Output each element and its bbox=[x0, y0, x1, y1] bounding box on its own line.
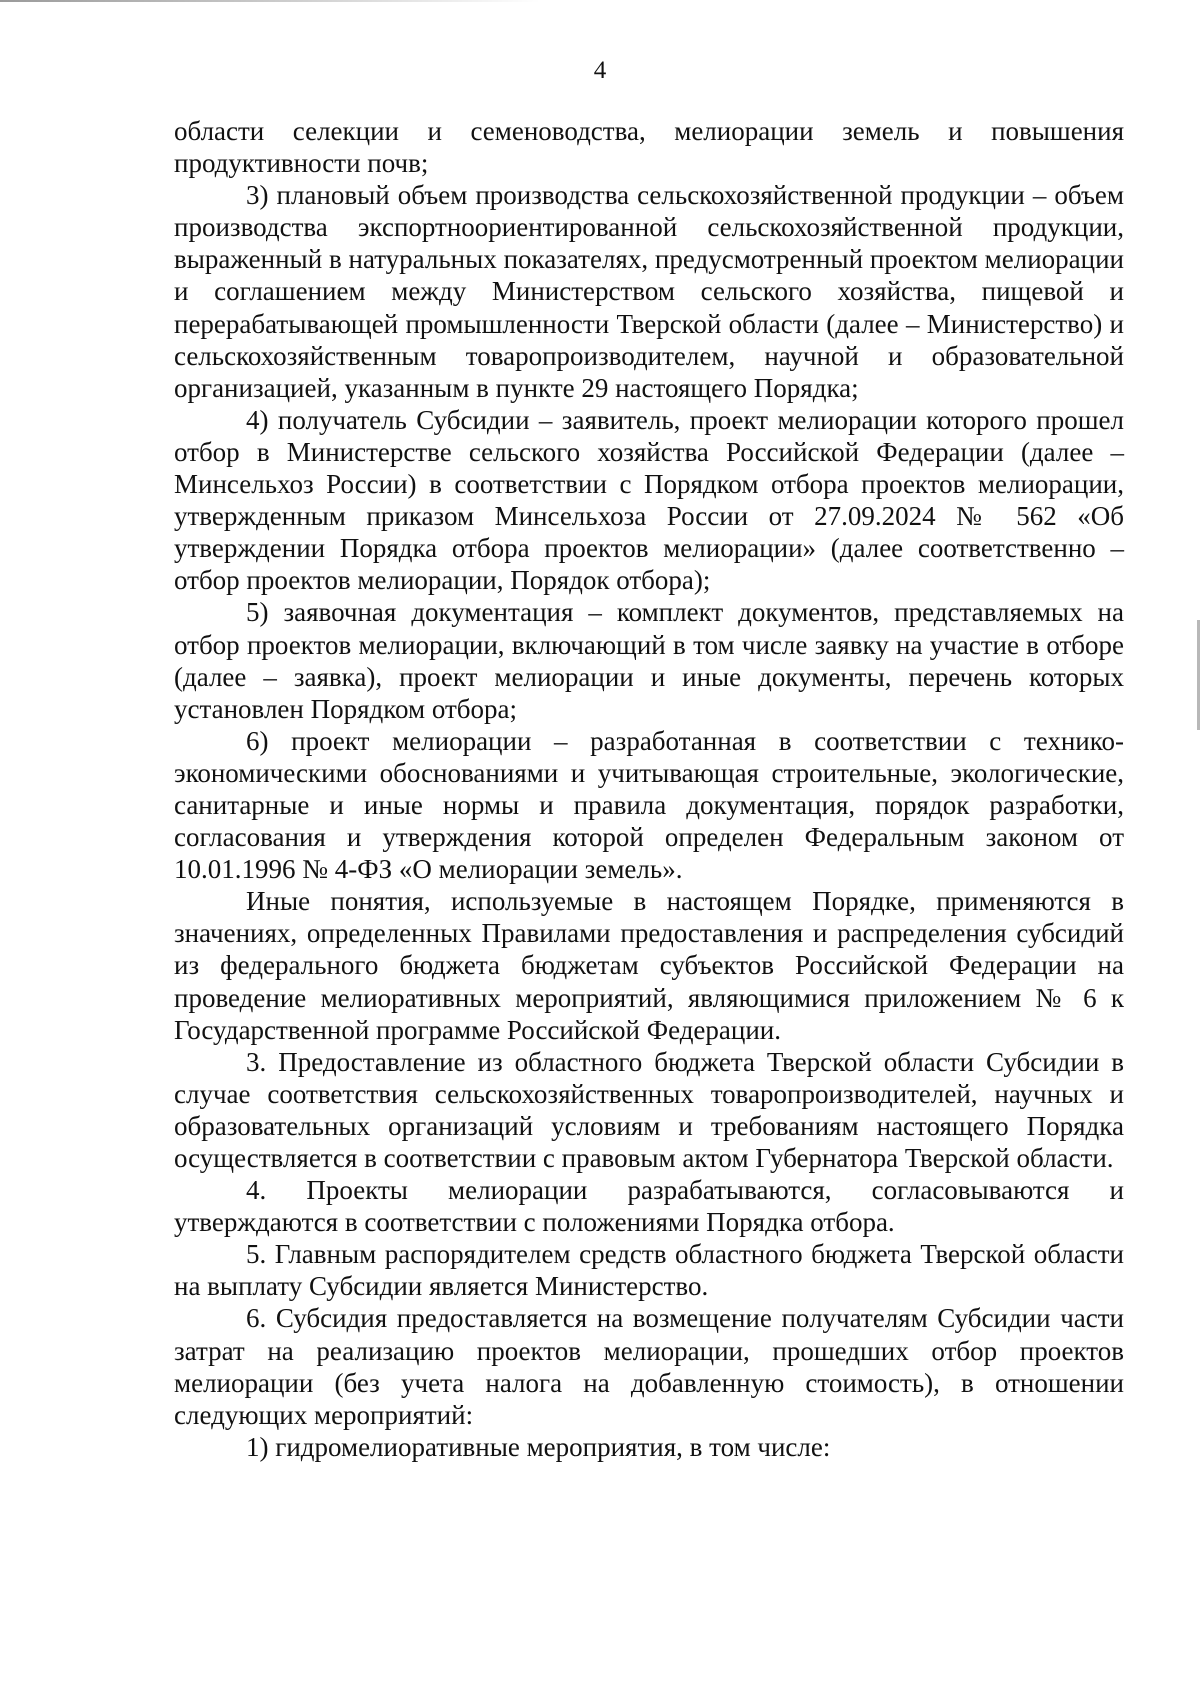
paragraph-item-6: 6) проект мелиорации – разработанная в соответствии с технико-экономическими обоснованиями и учитывающая строительные, экологические, санитарные и иные нормы и правила документация, порядок разработки, согласования и утверждения которой определен Федеральным законом от 10.01.1996 № 4-ФЗ «О мелиорации земель». bbox=[174, 725, 1124, 885]
scan-edge-top bbox=[0, 0, 1200, 2]
document-body bbox=[174, 115, 1124, 1463]
paragraph-other-terms: Иные понятия, используемые в настоящем Порядке, применяются в значениях, определенных Правилами предоставления и распределения субсидий из федерального бюджета бюджетам субъектов Российской Федерации на проведение мелиоративных мероприятий, являющимися приложением № 6 к Государственной программе Российской Федерации. bbox=[174, 886, 1124, 1045]
paragraph-item-5: 5) заявочная документация – комплект документов, представляемых на отбор проектов мелиорации, включающий в том числе заявку на участие в отборе (далее – заявка), проект мелиорации и иные документы, перечень которых установлен Порядком отбора; bbox=[174, 597, 1124, 724]
paragraph-item-4: 4) получатель Субсидии – заявитель, проект мелиорации которого прошел отбор в Министерстве сельского хозяйства Российской Федерации (далее – Минсельхоз России) в соответствии с Порядком отбора проектов мелиорации, утвержденным приказом Минсельхоза России от 27.09.2024 № 562 «Об утверждении Порядка отбора проектов мелиорации» (далее соответственно – отбор проектов мелиорации, Порядок отбора); bbox=[174, 404, 1124, 596]
paragraph-item-3: 3) плановый объем производства сельскохозяйственной продукции – объем производства экспортноориентированной сельскохозяйственной продукции, выраженный в натуральных показателях, предусмотренный проектом мелиорации и соглашением между Министерством сельского хозяйства, пищевой и перерабатывающей промышленности Тверской области (далее – Министерство) и сельскохозяйственным товаропроизводителем, научной и образовательной организацией, указанным в пункте 29 настоящего Порядка; bbox=[174, 180, 1124, 403]
paragraph-continuation: области селекции и семеноводства, мелиорации земель и повышения продуктивности почв; bbox=[174, 116, 1124, 179]
paragraph-clause-3: 3. Предоставление из областного бюджета Тверской области Субсидии в случае соответствия сельскохозяйственных товаропроизводителей, научных и образовательных организаций условиям и требованиям настоящего Порядка осуществляется в соответствии с правовым актом Губернатора Тверской области. bbox=[174, 1046, 1124, 1173]
paragraph-clause-6: 6. Субсидия предоставляется на возмещение получателям Субсидии части затрат на реализацию проектов мелиорации, прошедших отбор проектов мелиорации (без учета налога на добавленную стоимость), в отношении следующих мероприятий: bbox=[174, 1303, 1124, 1430]
paragraph-clause-4: 4. Проекты мелиорации разрабатываются, согласовываются и утверждаются в соответствии с положениями Порядка отбора. bbox=[174, 1175, 1124, 1238]
paragraph-clause-5: 5. Главным распорядителем средств областного бюджета Тверской области на выплату Субсидии является Министерство. bbox=[174, 1239, 1124, 1302]
paragraph-subitem-1: 1) гидромелиоративные мероприятия, в том числе: bbox=[246, 1431, 831, 1462]
page-number: 4 bbox=[593, 57, 607, 84]
